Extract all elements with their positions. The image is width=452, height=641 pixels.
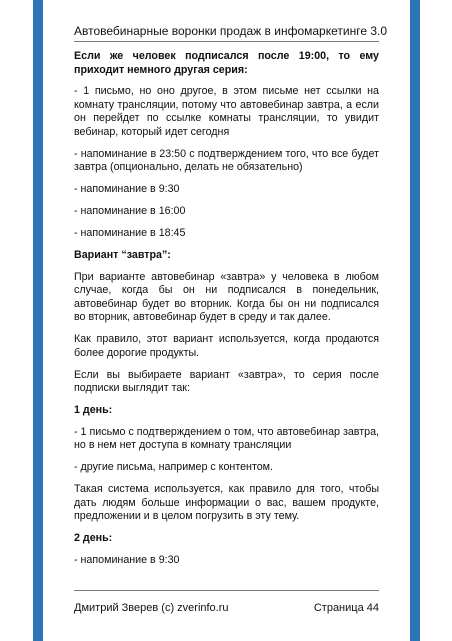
paragraph: 2 день: xyxy=(74,531,113,544)
paragraph: - другие письма, например с контентом. xyxy=(74,461,273,474)
paragraph: При варианте автовебинар «завтра» у человека в любом случае, когда бы он ни подписался в понедельник, автовебинар будет во вторник. Когда бы он ни подписался во вторник, автовебинар будет в среду и так далее. xyxy=(74,270,379,324)
paragraph: Такая система используется, как правило для того, чтобы дать людям больше информации о вас, вашем продукте, предложении и в целом погрузить в эту тему. xyxy=(74,483,379,523)
paragraph: - напоминание в 9:30 xyxy=(74,183,180,196)
right-margin-bar xyxy=(410,0,420,641)
paragraph: 1 день: xyxy=(74,403,113,416)
paragraph: Если же человек подписался после 19:00, то ему приходит немного другая серия: xyxy=(74,50,379,76)
paragraph: - 1 письмо с подтверждением о том, что автовебинар завтра, но в нем нет доступа в комнату трансляции xyxy=(74,425,379,452)
paragraph: Вариант “завтра”: xyxy=(74,248,171,261)
paragraph: Если вы выбираете вариант «завтра», то серия после подписки выглядит так: xyxy=(74,368,379,395)
paragraph: - напоминание в 16:00 xyxy=(74,205,186,218)
header-divider xyxy=(74,41,379,42)
footer-author: Дмитрий Зверев (c) zverinfo.ru xyxy=(74,602,229,614)
paragraph: - напоминание в 18:45 xyxy=(74,226,186,239)
page-header-title: Автовебинарные воронки продаж в инфомаркетинге 3.0 xyxy=(74,24,388,38)
page-body xyxy=(74,50,379,576)
paragraph: Как правило, этот вариант используется, когда продаются более дорогие продукты. xyxy=(74,333,379,359)
paragraph: - напоминание в 9:30 xyxy=(74,553,180,566)
paragraph: - 1 письмо, но оно другое, в этом письме нет ссылки на комнату трансляции, потому что автовебинар завтра, а если он перейдет по ссылке комнаты трансляции, то увидит вебинар, который идет сегодня xyxy=(74,85,379,138)
page-footer xyxy=(74,602,379,615)
paragraph: - напоминание в 23:50 с подтверждением того, что все будет завтра (опционально, делать не обязательно) xyxy=(74,147,379,174)
footer-page-number: Страница 44 xyxy=(313,602,379,614)
footer-divider xyxy=(74,590,379,591)
left-margin-bar xyxy=(33,0,43,641)
